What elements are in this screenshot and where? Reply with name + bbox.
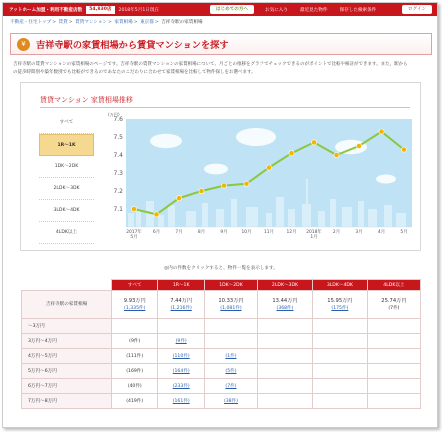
count-cell — [367, 394, 420, 409]
tab-all[interactable]: すべて — [39, 112, 94, 134]
data-point — [244, 181, 249, 186]
count-link[interactable]: (1,081件) — [220, 305, 242, 311]
x-tick-label: 5月 — [400, 230, 408, 235]
data-point — [199, 188, 204, 193]
y-axis-label: (万円) — [108, 112, 120, 117]
count-cell — [158, 349, 204, 364]
row-header: 3万円～4万円 — [22, 334, 112, 349]
price-cell — [367, 291, 420, 319]
count-cell — [158, 334, 204, 349]
table-row — [22, 394, 421, 409]
chart-building — [158, 215, 164, 227]
first-time-button[interactable]: はじめての方へ — [210, 5, 254, 14]
count-cell — [204, 334, 257, 349]
table-header-row — [22, 280, 421, 291]
table-row — [22, 364, 421, 379]
row-header: 4万円～5万円 — [22, 349, 112, 364]
price-cell — [112, 291, 158, 319]
count-link[interactable]: (7件) — [225, 384, 237, 389]
count-cell — [312, 319, 367, 334]
column-header: 1R～1K — [158, 280, 204, 291]
chart-cloud — [204, 164, 228, 175]
table-row — [22, 349, 421, 364]
updated-date: 2018年5月1日現在 — [118, 7, 160, 13]
count-link[interactable]: (368件) — [276, 305, 294, 311]
x-tick-label: 4月 — [377, 230, 386, 235]
count-cell — [258, 349, 313, 364]
table-corner — [22, 280, 112, 291]
count-cell — [312, 379, 367, 394]
login-button[interactable]: ログイン — [402, 5, 432, 14]
row-header: 7万円～8万円 — [22, 394, 112, 409]
breadcrumb-item[interactable]: 不動産・住宅トップ — [10, 20, 52, 25]
count-cell — [112, 394, 158, 409]
x-tick-label: 6月 — [152, 230, 161, 235]
data-point — [266, 165, 271, 170]
panel-divider — [40, 107, 410, 108]
x-tick-label: 2018年 1月 — [306, 230, 322, 240]
rent-table — [21, 279, 421, 409]
chart-building — [246, 207, 258, 227]
breadcrumb-item[interactable]: 賃貸 — [58, 20, 68, 25]
column-header: 4LDK以上 — [367, 280, 420, 291]
x-tick-label: 2月 — [332, 230, 341, 235]
price-cell — [258, 291, 313, 319]
row-header: 吉祥寺駅の家賃相場 — [22, 291, 112, 319]
count-cell — [204, 394, 257, 409]
chart-building — [128, 213, 134, 227]
row-header: 6万円～7万円 — [22, 379, 112, 394]
count-cell — [258, 364, 313, 379]
x-tick-label: 11月 — [264, 230, 274, 235]
data-point — [356, 143, 361, 148]
count-link[interactable]: (9件) — [175, 339, 187, 344]
chart-cloud — [150, 134, 182, 148]
count-text: (111件) — [126, 354, 144, 359]
count-link[interactable]: (5件) — [225, 369, 237, 374]
count-cell — [258, 394, 313, 409]
y-tick-label: 7.5 — [113, 134, 123, 141]
chart-building — [368, 209, 377, 227]
count-text: (7件) — [388, 305, 400, 311]
row-header: 5万円～6万円 — [22, 364, 112, 379]
favorites-link[interactable]: お気に入り — [265, 7, 288, 13]
yen-icon: ¥ — [17, 38, 30, 51]
count-cell — [204, 319, 257, 334]
y-tick-label: 7.2 — [113, 188, 123, 195]
chart-building — [186, 211, 196, 227]
count-text: (9件) — [129, 339, 141, 344]
table-row — [22, 319, 421, 334]
intro-line: の徒歩時間別や築年数別でも比較ができるのであなたのこだわりに合わせて家賃相場を比較して物件探しをお選べます。 — [13, 70, 256, 75]
y-tick-label: 7.1 — [113, 206, 123, 213]
count-cell — [312, 349, 367, 364]
count-cell — [367, 364, 420, 379]
count-cell — [258, 334, 313, 349]
chart-building — [396, 213, 406, 227]
column-header: 2LDK～3DK — [258, 280, 313, 291]
tab-3ldk-4dk[interactable]: 3LDK～4DK — [39, 200, 94, 222]
chart-building — [358, 201, 364, 227]
count-link[interactable]: (233件) — [172, 384, 190, 389]
chart-building — [330, 199, 336, 227]
x-tick-label: 9月 — [220, 230, 228, 235]
data-point — [289, 151, 294, 156]
chart-building — [216, 209, 224, 227]
price-value: 10.33万円 — [218, 297, 244, 304]
count-cell — [367, 349, 420, 364]
count-cell — [158, 394, 204, 409]
count-cell — [258, 379, 313, 394]
count-text: (169件) — [126, 369, 144, 374]
chart-tower — [306, 179, 308, 227]
count-cell — [367, 379, 420, 394]
count-link[interactable]: (175件) — [331, 305, 349, 311]
breadcrumb-item[interactable]: 家賃相場 — [114, 20, 133, 25]
count-cell — [367, 319, 420, 334]
saved-search-link[interactable]: 保存した検索条件 — [339, 7, 377, 13]
x-tick-label: 7月 — [175, 230, 183, 235]
chart-building — [318, 211, 325, 227]
page-title-box — [10, 33, 432, 55]
count-link[interactable]: (1,216件) — [170, 305, 192, 311]
price-row — [22, 291, 421, 319]
chart-building — [168, 205, 175, 227]
chart-cloud — [236, 128, 276, 146]
x-tick-label: 8月 — [197, 230, 206, 235]
data-point — [176, 196, 181, 201]
count-cell — [204, 364, 257, 379]
price-value: 9.93万円 — [123, 297, 146, 304]
tab-2ldk-3dk[interactable]: 2LDK～3DK — [39, 178, 94, 200]
count-cell — [204, 379, 257, 394]
column-header: 3LDK～4DK — [312, 280, 367, 291]
chart-building — [288, 209, 295, 227]
breadcrumb: 不動産・住宅トップ> 賃貸> 賃貸マンション> 家賃相場> 東京都> 吉祥寺駅の家賃相場 — [10, 20, 203, 25]
y-tick-label: 7.4 — [113, 152, 123, 159]
count-cell — [312, 364, 367, 379]
count-text: (40件) — [127, 384, 142, 389]
price-value: 25.74万円 — [381, 297, 407, 304]
chart-building — [231, 199, 237, 227]
x-tick-label: 2017年 5月 — [126, 230, 142, 240]
breadcrumb-item[interactable]: 賃貸マンション — [75, 20, 108, 25]
price-value: 13.44万円 — [272, 297, 298, 304]
count-link[interactable]: (1件) — [225, 354, 237, 359]
count-cell — [158, 379, 204, 394]
top-bar — [3, 3, 437, 16]
data-point — [131, 206, 136, 211]
count-cell — [112, 379, 158, 394]
data-point — [379, 129, 384, 134]
price-value: 7.44万円 — [170, 297, 193, 304]
chart-building — [384, 205, 392, 227]
page-frame — [2, 2, 438, 428]
count-cell — [112, 319, 158, 334]
count-link[interactable]: (1,335件) — [124, 305, 146, 311]
recently-viewed-link[interactable]: 最近見た物件 — [299, 7, 328, 13]
tab-1dk-2dk[interactable]: 1DK～2DK — [39, 156, 94, 178]
x-tick-label: 3月 — [355, 230, 363, 235]
count-cell — [204, 349, 257, 364]
x-tick-label: 12月 — [286, 230, 297, 235]
count-cell — [112, 364, 158, 379]
breadcrumb-item[interactable]: 東京都 — [140, 20, 154, 25]
table-note: ◎内の件数をクリックすると、物件一覧を表示します。 — [164, 266, 278, 271]
row-header: ～3万円 — [22, 319, 112, 334]
count-cell — [112, 349, 158, 364]
chart-building — [276, 197, 284, 227]
count-link[interactable]: (38件) — [223, 399, 238, 404]
chart-cloud — [376, 175, 396, 184]
data-point — [154, 212, 159, 217]
price-cell — [158, 291, 204, 319]
chart-building — [342, 207, 352, 227]
tab-1r-1k[interactable]: 1R～1K — [39, 134, 94, 156]
table-row — [22, 334, 421, 349]
rent-trend-chart — [106, 109, 422, 255]
count-cell — [112, 334, 158, 349]
page-title: 吉祥寺駅の家賃相場から賃貸マンションを探す — [36, 40, 229, 51]
count-cell — [158, 364, 204, 379]
x-tick-label: 10月 — [241, 230, 252, 235]
column-header: 1DK～2DK — [204, 280, 257, 291]
chart-building — [136, 209, 141, 227]
tab-4ldk-plus[interactable]: 4LDK以上 — [39, 222, 94, 244]
intro-text — [13, 61, 429, 77]
count-link[interactable]: (164件) — [172, 369, 190, 374]
chart-cloud — [335, 140, 367, 154]
y-tick-label: 7.3 — [113, 170, 123, 177]
store-count: 54,830店 — [86, 6, 114, 14]
data-point — [221, 183, 226, 188]
intro-line: 吉祥寺駅の賃貸マンションの家賃相場のページです。吉祥寺駅の賃貸マンションの家賃相場について、月ごとの推移をグラフでチェックできるのがポイントで比較や検討ができます。また、駅から — [13, 62, 408, 67]
count-link[interactable]: (110件) — [172, 354, 190, 359]
data-point — [334, 152, 339, 157]
breadcrumb-current: 吉祥寺駅の家賃相場 — [161, 20, 203, 25]
trend-panel — [20, 82, 421, 251]
count-cell — [312, 394, 367, 409]
count-cell — [258, 319, 313, 334]
data-point — [401, 147, 406, 152]
count-cell — [367, 334, 420, 349]
panel-title: 賃貸マンション 家賃相場推移 — [40, 96, 133, 104]
y-tick-label: 7.6 — [113, 116, 123, 123]
count-cell — [158, 319, 204, 334]
count-cell — [312, 334, 367, 349]
price-cell — [204, 291, 257, 319]
price-cell — [312, 291, 367, 319]
price-value: 15.95万円 — [327, 297, 353, 304]
chart-building — [202, 203, 208, 227]
column-header: すべて — [112, 280, 158, 291]
count-link[interactable]: (161件) — [172, 399, 190, 404]
brand-text: アットホーム加盟・利用不動産店数 — [9, 7, 83, 13]
chart-building — [266, 213, 272, 227]
count-text: (419件) — [126, 399, 144, 404]
top-nav — [265, 3, 388, 16]
table-row — [22, 379, 421, 394]
data-point — [311, 140, 316, 145]
layout-tabs — [39, 112, 94, 244]
